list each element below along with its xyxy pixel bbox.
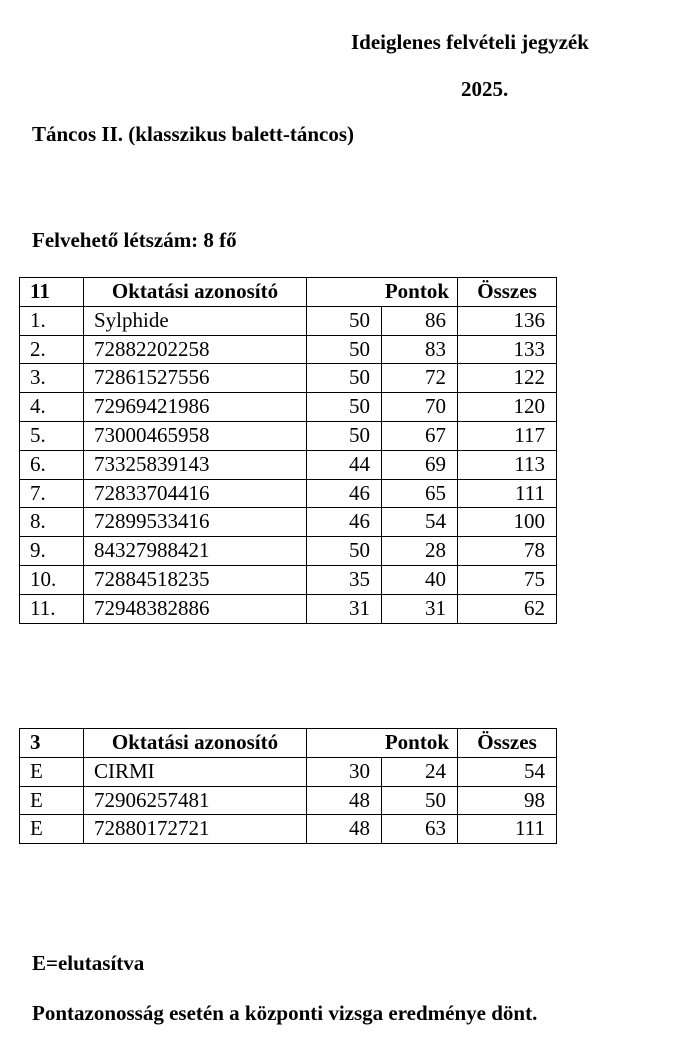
points-1-cell: 50 [307, 537, 382, 566]
total-cell: 75 [458, 565, 557, 594]
header-count: 3 [20, 729, 84, 758]
points-2-cell: 86 [382, 306, 458, 335]
total-cell: 111 [458, 479, 557, 508]
tie-break-note: Pontazonosság esetén a központi vizsga eredménye dönt. [32, 1001, 538, 1025]
points-2-cell: 67 [382, 421, 458, 450]
table-row [20, 450, 557, 479]
header-points: Pontok [307, 278, 458, 307]
total-cell: 100 [458, 508, 557, 537]
points-2-cell: 72 [382, 364, 458, 393]
points-1-cell: 48 [307, 786, 382, 815]
total-cell: 120 [458, 393, 557, 422]
rank-cell: E [20, 786, 84, 815]
id-cell: 84327988421 [84, 537, 307, 566]
total-cell: 98 [458, 786, 557, 815]
table-row [20, 393, 557, 422]
id-cell: 72948382886 [84, 594, 307, 623]
document-title: Ideiglenes felvételi jegyzék [351, 30, 589, 54]
points-2-cell: 24 [382, 757, 458, 786]
points-1-cell: 44 [307, 450, 382, 479]
rank-cell: 2. [20, 335, 84, 364]
points-2-cell: 65 [382, 479, 458, 508]
rank-cell: 5. [20, 421, 84, 450]
id-cell: 72833704416 [84, 479, 307, 508]
points-1-cell: 50 [307, 306, 382, 335]
rank-cell: 1. [20, 306, 84, 335]
table-row [20, 479, 557, 508]
table-header-row [20, 729, 557, 758]
id-cell: 72861527556 [84, 364, 307, 393]
table-row [20, 594, 557, 623]
points-1-cell: 46 [307, 508, 382, 537]
points-1-cell: 35 [307, 565, 382, 594]
header-points: Pontok [307, 729, 458, 758]
points-1-cell: 30 [307, 757, 382, 786]
id-cell: CIRMI [84, 757, 307, 786]
admission-capacity: Felvehető létszám: 8 fő [32, 228, 237, 252]
id-cell: 73000465958 [84, 421, 307, 450]
rank-cell: 7. [20, 479, 84, 508]
total-cell: 54 [458, 757, 557, 786]
header-id: Oktatási azonosító [84, 278, 307, 307]
rank-cell: 6. [20, 450, 84, 479]
points-1-cell: 50 [307, 393, 382, 422]
id-cell: 73325839143 [84, 450, 307, 479]
points-2-cell: 31 [382, 594, 458, 623]
rank-cell: 3. [20, 364, 84, 393]
rank-cell: E [20, 815, 84, 844]
id-cell: 72906257481 [84, 786, 307, 815]
table-row [20, 815, 557, 844]
table-row [20, 421, 557, 450]
points-2-cell: 28 [382, 537, 458, 566]
table-header-row [20, 278, 557, 307]
rank-cell: 9. [20, 537, 84, 566]
total-cell: 122 [458, 364, 557, 393]
id-cell: 72899533416 [84, 508, 307, 537]
rank-cell: E [20, 757, 84, 786]
points-2-cell: 50 [382, 786, 458, 815]
total-cell: 78 [458, 537, 557, 566]
points-2-cell: 70 [382, 393, 458, 422]
table-row [20, 335, 557, 364]
points-1-cell: 50 [307, 335, 382, 364]
id-cell: 72884518235 [84, 565, 307, 594]
points-2-cell: 63 [382, 815, 458, 844]
rank-cell: 10. [20, 565, 84, 594]
total-cell: 117 [458, 421, 557, 450]
points-1-cell: 50 [307, 364, 382, 393]
table-row [20, 508, 557, 537]
admitted-results-table [19, 277, 557, 624]
points-2-cell: 83 [382, 335, 458, 364]
points-2-cell: 69 [382, 450, 458, 479]
total-cell: 62 [458, 594, 557, 623]
rejected-results-table [19, 728, 557, 844]
table-row [20, 306, 557, 335]
points-2-cell: 54 [382, 508, 458, 537]
id-cell: Sylphide [84, 306, 307, 335]
total-cell: 136 [458, 306, 557, 335]
total-cell: 133 [458, 335, 557, 364]
points-1-cell: 50 [307, 421, 382, 450]
rank-cell: 4. [20, 393, 84, 422]
points-1-cell: 31 [307, 594, 382, 623]
points-1-cell: 48 [307, 815, 382, 844]
table-row [20, 786, 557, 815]
header-total: Összes [458, 729, 557, 758]
table-row [20, 537, 557, 566]
points-1-cell: 46 [307, 479, 382, 508]
id-cell: 72969421986 [84, 393, 307, 422]
rank-cell: 11. [20, 594, 84, 623]
header-total: Összes [458, 278, 557, 307]
table-row [20, 364, 557, 393]
total-cell: 113 [458, 450, 557, 479]
total-cell: 111 [458, 815, 557, 844]
points-2-cell: 40 [382, 565, 458, 594]
table-row [20, 565, 557, 594]
header-id: Oktatási azonosító [84, 729, 307, 758]
rank-cell: 8. [20, 508, 84, 537]
id-cell: 72880172721 [84, 815, 307, 844]
program-name: Táncos II. (klasszikus balett-táncos) [32, 122, 355, 146]
legend-text: E=elutasítva [32, 951, 145, 975]
id-cell: 72882202258 [84, 335, 307, 364]
table-row [20, 757, 557, 786]
document-year: 2025. [461, 77, 509, 101]
header-count: 11 [20, 278, 84, 307]
